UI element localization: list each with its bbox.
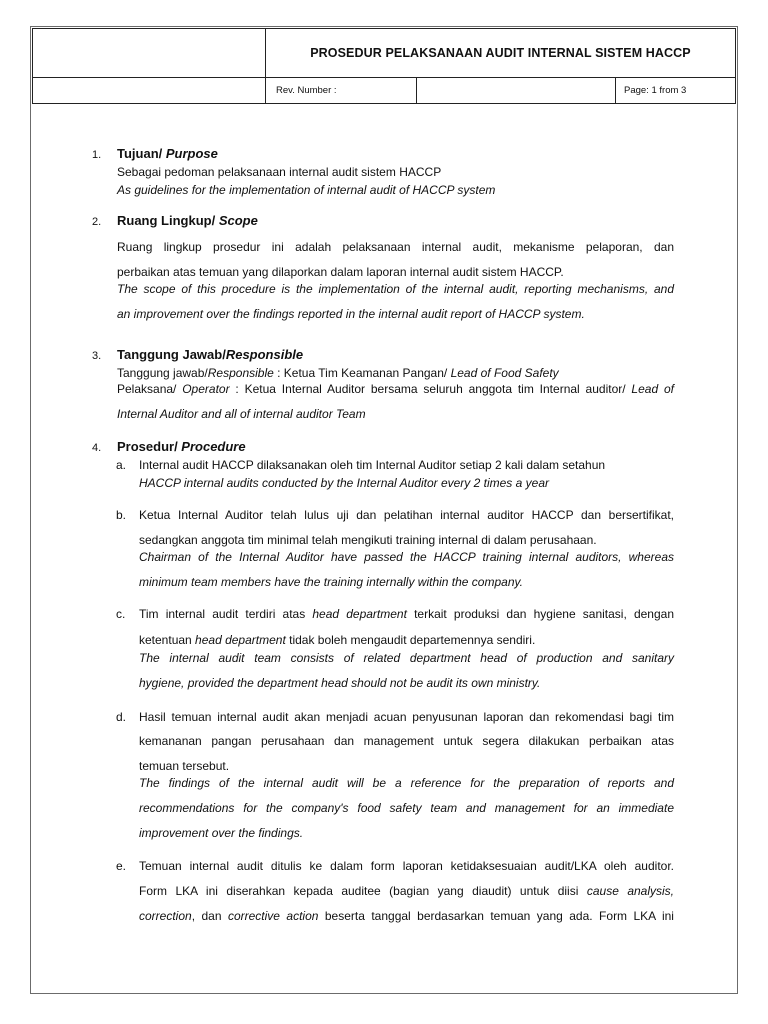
item-line: correction, dan corrective action beserta tanggal berdasarkan temuan yang ada. Form LKA ini: [139, 909, 674, 923]
page-number-cell: [615, 77, 736, 104]
section-number: 2.: [92, 216, 102, 228]
document-header-table: [32, 28, 736, 104]
section-title-procedure: Prosedur/ Procedure: [117, 439, 246, 454]
item-line: Temuan internal audit ditulis ke dalam form laporan ketidaksesuaian audit/LKA oleh auditor.: [139, 859, 674, 873]
item-letter: a.: [116, 458, 127, 472]
item-line: hygiene, provided the department head should not be audit its own ministry.: [139, 676, 541, 690]
item-line: minimum team members have the training internally within the company.: [139, 575, 523, 589]
item-line: Chairman of the Internal Auditor have passed the HACCP training internal auditors, whereas: [139, 550, 674, 564]
section-title-scope: Ruang Lingkup/ Scope: [117, 213, 258, 228]
paragraph-line: Tanggung jawab/Responsible : Ketua Tim Keamanan Pangan/ Lead of Food Safety: [117, 366, 559, 380]
rev-number-label: Rev. Number :: [276, 85, 337, 96]
page-number-label: Page: 1 from 3: [624, 85, 687, 96]
item-line: Hasil temuan internal audit akan menjadi acuan penyusunan laporan dan rekomendasi bagi tim: [139, 710, 674, 724]
item-line: The findings of the internal audit will be a reference for the preparation of reports and: [139, 776, 674, 790]
section-number: 3.: [92, 350, 102, 362]
section-title-responsible: Tanggung Jawab/Responsible: [117, 347, 304, 362]
item-line: recommendations for the company's food safety team and management for an immediate: [139, 801, 674, 815]
item-line: Form LKA ini diserahkan kepada auditee (bagian yang diaudit) untuk diisi cause analysis,: [139, 884, 675, 898]
blank-cell: [32, 77, 266, 104]
item-line: ketentuan head department tidak boleh mengaudit departemennya sendiri.: [139, 633, 536, 647]
paragraph-line: Internal Auditor and all of internal auditor Team: [117, 407, 366, 421]
paragraph-line: As guidelines for the implementation of internal audit of HACCP system: [117, 183, 496, 197]
section-title-purpose: Tujuan/ Purpose: [117, 146, 218, 161]
item-letter: d.: [116, 710, 127, 724]
item-line: HACCP internal audits conducted by the Internal Auditor every 2 times a year: [139, 476, 549, 490]
rev-number-cell: [265, 77, 417, 104]
paragraph-line: Pelaksana/ Operator : Ketua Internal Auditor bersama seluruh anggota tim Internal auditor/ Lead of: [117, 382, 674, 396]
item-line: Internal audit HACCP dilaksanakan oleh tim Internal Auditor setiap 2 kali dalam setahun: [139, 458, 606, 472]
section-number: 1.: [92, 149, 102, 161]
item-line: Ketua Internal Auditor telah lulus uji dan pelatihan internal auditor HACCP dan bersertifikat,: [139, 508, 674, 522]
item-line: kemananan pangan perusahaan dan management untuk segera dilakukan perbaikan atas: [139, 734, 674, 748]
section-number: 4.: [92, 442, 102, 454]
item-letter: e.: [116, 859, 127, 873]
item-letter: b.: [116, 508, 127, 522]
paragraph-line: Sebagai pedoman pelaksanaan internal audit sistem HACCP: [117, 165, 442, 179]
paragraph-line: The scope of this procedure is the implementation of the internal audit, reporting mechanisms, and: [117, 282, 674, 296]
item-line: The internal audit team consists of related department head of production and sanitary: [139, 651, 674, 665]
paragraph-line: an improvement over the findings reported in the internal audit report of HACCP system.: [117, 307, 585, 321]
logo-cell: [32, 28, 266, 78]
item-line: sedangkan anggota tim minimal telah mengikuti training internal di dalam perusahaan.: [139, 533, 597, 547]
document-title: PROSEDUR PELAKSANAAN AUDIT INTERNAL SISTEM HACCP: [265, 28, 736, 78]
item-line: Tim internal audit terdiri atas head department terkait produksi dan hygiene sanitasi, dengan: [139, 607, 674, 621]
item-line: temuan tersebut.: [139, 759, 230, 773]
paragraph-line: Ruang lingkup prosedur ini adalah pelaksanaan internal audit, mekanisme pelaporan, dan: [117, 240, 674, 254]
paragraph-line: perbaikan atas temuan yang dilaporkan dalam laporan internal audit sistem HACCP.: [117, 265, 564, 279]
rev-value-cell: [416, 77, 616, 104]
item-letter: c.: [116, 607, 126, 621]
item-line: improvement over the findings.: [139, 826, 304, 840]
